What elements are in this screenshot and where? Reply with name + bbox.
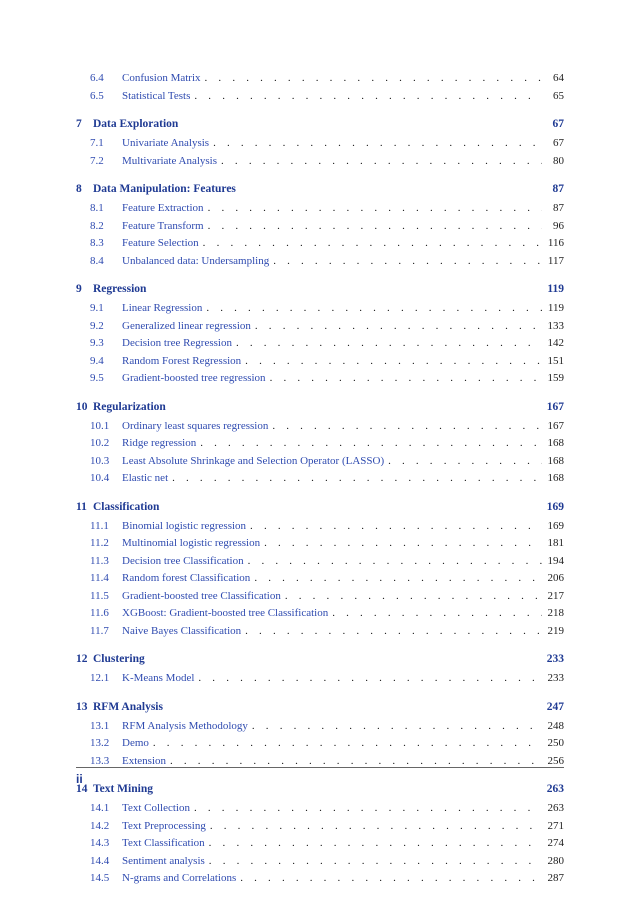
toc-chapter-heading[interactable] bbox=[76, 783, 564, 802]
section-number: 11.2 bbox=[90, 537, 109, 549]
leader-dots bbox=[205, 72, 542, 84]
toc-chapter-heading[interactable] bbox=[76, 283, 564, 302]
chapter-title-link[interactable]: Regularization bbox=[93, 400, 166, 413]
toc-section[interactable] bbox=[76, 820, 564, 838]
chapter-title-link[interactable]: Classification bbox=[93, 500, 160, 513]
section-page-number[interactable]: 169 bbox=[547, 519, 564, 532]
toc-section[interactable] bbox=[76, 572, 564, 590]
section-number: 9.1 bbox=[90, 302, 104, 314]
section-title-link[interactable]: Least Absolute Shrinkage and Selection Operator (LASSO) bbox=[122, 454, 385, 467]
toc-chapter-6-continued bbox=[76, 72, 564, 107]
section-number: 12.1 bbox=[90, 672, 110, 684]
leader-dots bbox=[332, 607, 542, 619]
section-page-number[interactable]: 271 bbox=[547, 819, 564, 832]
toc-section[interactable] bbox=[76, 437, 564, 455]
chapter-number: 12 bbox=[76, 653, 88, 665]
section-page-number[interactable]: 168 bbox=[547, 437, 564, 449]
section-title-link[interactable]: Statistical Tests bbox=[122, 89, 191, 102]
toc-chapter-heading[interactable] bbox=[76, 183, 564, 202]
footer-divider bbox=[76, 767, 564, 768]
section-title-link[interactable]: Sentiment analysis bbox=[122, 854, 205, 867]
chapter-list bbox=[76, 118, 564, 890]
leader-dots bbox=[248, 555, 542, 567]
toc-section[interactable] bbox=[76, 337, 564, 355]
section-title-link[interactable]: Naive Bayes Classification bbox=[122, 624, 242, 637]
toc-chapter bbox=[76, 653, 564, 690]
section-number: 10.2 bbox=[90, 437, 110, 449]
toc-section[interactable] bbox=[76, 72, 564, 90]
section-page-number[interactable]: 151 bbox=[547, 354, 564, 367]
toc-chapter bbox=[76, 118, 564, 172]
leader-dots bbox=[285, 590, 542, 602]
section-page-number[interactable]: 217 bbox=[547, 589, 564, 602]
section-number: 11.1 bbox=[90, 519, 109, 532]
section-number: 8.1 bbox=[90, 202, 104, 214]
toc-section[interactable] bbox=[76, 537, 564, 555]
section-page-number[interactable]: 80 bbox=[553, 154, 564, 167]
section-title-link[interactable]: K-Means Model bbox=[122, 672, 195, 684]
section-number: 11.3 bbox=[90, 554, 109, 567]
toc-chapter-heading[interactable] bbox=[76, 118, 564, 137]
section-title-link[interactable]: Multinomial logistic regression bbox=[122, 537, 261, 549]
leader-dots bbox=[245, 355, 542, 367]
leader-dots bbox=[170, 755, 542, 767]
section-title-link[interactable]: Unbalanced data: Undersampling bbox=[122, 254, 270, 267]
leader-dots bbox=[209, 837, 542, 849]
leader-dots bbox=[208, 202, 542, 214]
section-title-link[interactable]: Random Forest Regression bbox=[122, 354, 242, 367]
section-page-number[interactable]: 96 bbox=[553, 219, 564, 232]
toc-chapter-heading[interactable] bbox=[76, 653, 564, 672]
section-page-number[interactable]: 287 bbox=[547, 872, 564, 884]
chapter-number: 13 bbox=[76, 700, 88, 713]
leader-dots bbox=[203, 237, 542, 249]
toc-section[interactable] bbox=[76, 372, 564, 390]
toc-section[interactable] bbox=[76, 472, 564, 490]
section-title-link[interactable]: Extension bbox=[122, 754, 166, 767]
leader-dots bbox=[194, 90, 542, 102]
section-number: 13.2 bbox=[90, 737, 110, 749]
section-title-link[interactable]: Feature Transform bbox=[122, 219, 204, 232]
leader-dots bbox=[250, 520, 542, 532]
section-title-link[interactable]: Gradient-boosted tree Classification bbox=[122, 589, 281, 602]
section-title-link[interactable]: Ordinary least squares regression bbox=[122, 419, 269, 432]
chapter-title-link[interactable]: Data Exploration bbox=[93, 118, 179, 130]
toc-chapter-heading[interactable] bbox=[76, 401, 564, 420]
chapter-page-number[interactable]: 169 bbox=[546, 500, 564, 513]
leader-dots bbox=[236, 337, 542, 349]
section-page-number[interactable]: 116 bbox=[547, 237, 564, 249]
toc-chapter bbox=[76, 283, 564, 390]
section-title-link[interactable]: Decision tree Classification bbox=[122, 554, 244, 567]
section-number: 14.5 bbox=[90, 872, 110, 884]
chapter-page-number[interactable]: 233 bbox=[546, 653, 564, 665]
section-page-number[interactable]: 133 bbox=[547, 319, 564, 332]
chapter-title-link[interactable]: Regression bbox=[93, 283, 147, 295]
section-page-number[interactable]: 263 bbox=[547, 802, 564, 814]
leader-dots bbox=[272, 420, 542, 432]
section-number: 14.1 bbox=[90, 802, 110, 814]
toc-section[interactable] bbox=[76, 137, 564, 155]
chapter-number: 7 bbox=[76, 118, 82, 130]
leader-dots bbox=[264, 537, 542, 549]
section-title-link[interactable]: Feature Extraction bbox=[122, 202, 204, 214]
section-number: 13.3 bbox=[90, 754, 110, 767]
section-page-number[interactable]: 194 bbox=[547, 554, 564, 567]
section-title-link[interactable]: Linear Regression bbox=[122, 302, 203, 314]
toc-section[interactable] bbox=[76, 872, 564, 890]
leader-dots bbox=[273, 255, 542, 267]
footer-page-number: ii bbox=[76, 772, 83, 786]
section-title-link[interactable]: Text Collection bbox=[122, 802, 190, 814]
section-number: 9.5 bbox=[90, 372, 104, 384]
toc-section[interactable] bbox=[76, 590, 564, 608]
section-number: 8.3 bbox=[90, 237, 104, 249]
chapter-title-link[interactable]: Clustering bbox=[93, 653, 145, 665]
toc-section[interactable] bbox=[76, 837, 564, 855]
section-page-number[interactable]: 65 bbox=[553, 89, 564, 102]
section-title-link[interactable]: Elastic net bbox=[122, 472, 169, 484]
section-title-link[interactable]: Decision tree Regression bbox=[122, 337, 232, 349]
section-number: 7.1 bbox=[90, 137, 104, 149]
section-title-link[interactable]: Feature Selection bbox=[122, 237, 199, 249]
section-page-number[interactable]: 206 bbox=[547, 572, 564, 584]
leader-dots bbox=[388, 455, 542, 467]
section-number: 9.3 bbox=[90, 337, 104, 349]
leader-dots bbox=[153, 737, 542, 749]
section-number: 9.4 bbox=[90, 354, 104, 367]
section-page-number[interactable]: 168 bbox=[547, 472, 564, 484]
chapter-title-link[interactable]: Data Manipulation: Features bbox=[93, 183, 236, 195]
toc-section[interactable] bbox=[76, 302, 564, 320]
section-number: 11.6 bbox=[90, 607, 109, 619]
chapter-title-link[interactable]: Text Mining bbox=[93, 783, 153, 795]
section-page-number[interactable]: 142 bbox=[547, 337, 564, 349]
toc-section[interactable] bbox=[76, 737, 564, 755]
section-page-number[interactable]: 119 bbox=[547, 302, 564, 314]
toc-section[interactable] bbox=[76, 607, 564, 625]
leader-dots bbox=[209, 855, 542, 867]
leader-dots bbox=[213, 137, 542, 149]
leader-dots bbox=[208, 220, 542, 232]
section-page-number[interactable]: 168 bbox=[547, 454, 564, 467]
toc-chapter-heading[interactable] bbox=[76, 501, 564, 520]
section-number: 11.5 bbox=[90, 589, 109, 602]
section-title-link[interactable]: Generalized linear regression bbox=[122, 319, 251, 332]
section-number: 14.2 bbox=[90, 819, 110, 832]
leader-dots bbox=[200, 437, 542, 449]
toc-section[interactable] bbox=[76, 855, 564, 873]
section-number: 9.2 bbox=[90, 319, 104, 332]
section-page-number[interactable]: 248 bbox=[547, 719, 564, 732]
section-title-link[interactable]: Multivariate Analysis bbox=[122, 154, 218, 167]
section-number: 10.1 bbox=[90, 419, 110, 432]
chapter-page-number[interactable]: 247 bbox=[546, 700, 564, 713]
chapter-page-number[interactable]: 87 bbox=[552, 183, 564, 195]
toc-section[interactable] bbox=[76, 220, 564, 238]
section-number: 11.4 bbox=[90, 572, 109, 584]
section-page-number[interactable]: 167 bbox=[547, 419, 564, 432]
section-number: 10.4 bbox=[90, 472, 110, 484]
toc-chapter bbox=[76, 783, 564, 890]
toc-section[interactable] bbox=[76, 420, 564, 438]
section-page-number[interactable]: 159 bbox=[547, 372, 564, 384]
leader-dots bbox=[172, 472, 542, 484]
leader-dots bbox=[255, 320, 542, 332]
section-title-link[interactable]: Ridge regression bbox=[122, 437, 197, 449]
section-title-link[interactable]: N-grams and Correlations bbox=[122, 872, 237, 884]
toc-section[interactable] bbox=[76, 755, 564, 773]
section-number: 6.5 bbox=[90, 89, 104, 102]
toc-section[interactable] bbox=[76, 520, 564, 538]
section-title-link[interactable]: Univariate Analysis bbox=[122, 137, 210, 149]
toc-chapter-heading[interactable] bbox=[76, 701, 564, 720]
section-page-number[interactable]: 64 bbox=[553, 72, 564, 84]
leader-dots bbox=[270, 372, 542, 384]
toc-section[interactable] bbox=[76, 555, 564, 573]
section-number: 11.7 bbox=[90, 624, 109, 637]
toc-section[interactable] bbox=[76, 802, 564, 820]
section-page-number[interactable]: 233 bbox=[547, 672, 564, 684]
toc-section[interactable] bbox=[76, 320, 564, 338]
section-title-link[interactable]: Text Classification bbox=[122, 837, 205, 849]
chapter-page-number[interactable]: 119 bbox=[547, 283, 564, 295]
leader-dots bbox=[198, 672, 542, 684]
section-title-link[interactable]: Gradient-boosted tree regression bbox=[122, 372, 266, 384]
toc-section[interactable] bbox=[76, 155, 564, 173]
section-title-link[interactable]: Confusion Matrix bbox=[122, 72, 201, 84]
chapter-title-link[interactable]: RFM Analysis bbox=[93, 700, 163, 713]
section-title-link[interactable]: Demo bbox=[122, 737, 149, 749]
chapter-number: 11 bbox=[76, 500, 87, 513]
section-title-link[interactable]: XGBoost: Gradient-boosted tree Classification bbox=[122, 607, 329, 619]
leader-dots bbox=[194, 802, 542, 814]
toc-section[interactable] bbox=[76, 625, 564, 643]
leader-dots bbox=[206, 302, 542, 314]
toc-section[interactable] bbox=[76, 255, 564, 273]
section-page-number[interactable]: 87 bbox=[553, 202, 564, 214]
toc-section[interactable] bbox=[76, 202, 564, 220]
chapter-number: 9 bbox=[76, 283, 82, 295]
toc-section[interactable] bbox=[76, 237, 564, 255]
section-number: 8.2 bbox=[90, 219, 104, 232]
section-page-number[interactable]: 218 bbox=[547, 607, 564, 619]
section-number: 7.2 bbox=[90, 154, 104, 167]
toc-section[interactable] bbox=[76, 355, 564, 373]
leader-dots bbox=[221, 155, 542, 167]
section-page-number[interactable]: 117 bbox=[547, 254, 564, 267]
section-page-number[interactable]: 274 bbox=[547, 837, 564, 849]
chapter-number: 8 bbox=[76, 183, 82, 195]
toc-section[interactable] bbox=[76, 455, 564, 473]
toc-section[interactable] bbox=[76, 90, 564, 108]
section-title-link[interactable]: Text Preprocessing bbox=[122, 819, 206, 832]
toc-chapter bbox=[76, 701, 564, 773]
chapter-number: 14 bbox=[76, 783, 88, 795]
section-page-number[interactable]: 256 bbox=[547, 754, 564, 767]
section-page-number[interactable]: 219 bbox=[547, 624, 564, 637]
toc-chapter bbox=[76, 401, 564, 490]
table-of-contents bbox=[76, 72, 564, 901]
chapter-number: 10 bbox=[76, 400, 88, 413]
section-page-number[interactable]: 250 bbox=[547, 737, 564, 749]
section-number: 14.4 bbox=[90, 854, 110, 867]
leader-dots bbox=[254, 572, 542, 584]
section-page-number[interactable]: 181 bbox=[547, 537, 564, 549]
section-title-link[interactable]: Binomial logistic regression bbox=[122, 519, 247, 532]
section-number: 6.4 bbox=[90, 72, 104, 84]
section-number: 10.3 bbox=[90, 454, 110, 467]
toc-chapter bbox=[76, 183, 564, 272]
chapter-page-number[interactable]: 167 bbox=[546, 400, 564, 413]
chapter-page-number[interactable]: 263 bbox=[546, 783, 564, 795]
section-number: 8.4 bbox=[90, 254, 104, 267]
toc-chapter bbox=[76, 501, 564, 643]
section-page-number[interactable]: 280 bbox=[547, 854, 564, 867]
toc-section[interactable] bbox=[76, 720, 564, 738]
section-number: 14.3 bbox=[90, 837, 110, 849]
leader-dots bbox=[252, 720, 542, 732]
toc-section[interactable] bbox=[76, 672, 564, 690]
leader-dots bbox=[240, 872, 542, 884]
chapter-page-number[interactable]: 67 bbox=[552, 118, 564, 130]
section-title-link[interactable]: Random forest Classification bbox=[122, 572, 251, 584]
section-title-link[interactable]: RFM Analysis Methodology bbox=[122, 719, 248, 732]
section-number: 13.1 bbox=[90, 719, 110, 732]
section-page-number[interactable]: 67 bbox=[553, 137, 564, 149]
leader-dots bbox=[245, 625, 542, 637]
